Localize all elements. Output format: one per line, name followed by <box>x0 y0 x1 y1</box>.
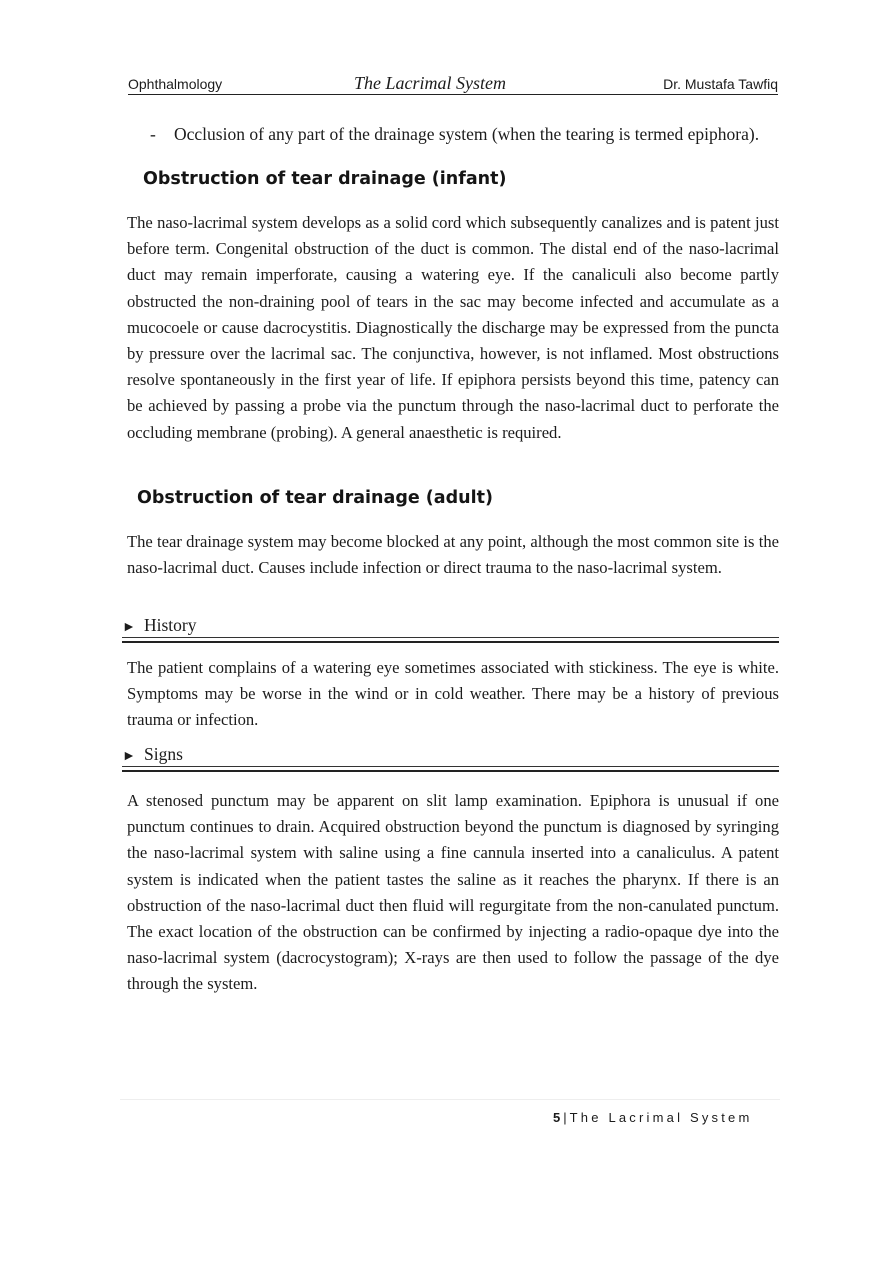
divider <box>122 637 779 638</box>
bullet-text: Occlusion of any part of the drainage system (when the tearing is termed epiphora). <box>174 124 760 144</box>
footer-rule <box>120 1099 780 1100</box>
paragraph-history: The patient complains of a watering eye sometimes associated with stickiness. The eye is white. Symptoms may be worse in the wind or in cold weather. There may be a history of previous trauma or infection. <box>127 658 779 730</box>
footer-separator: | <box>563 1110 567 1125</box>
bullet-item <box>150 124 790 145</box>
page-number: 5 <box>553 1110 561 1125</box>
divider <box>122 641 779 643</box>
subheading-history-label: History <box>144 615 197 635</box>
divider <box>122 766 779 767</box>
paragraph-signs: A stenosed punctum may be apparent on slit lamp examination. Epiphora is unusual if one punctum continues to drain. Acquired obstruction beyond the punctum is diagnosed by syringing the naso-lacrimal system with saline using a fine cannula inserted into a canaliculus. A patent system is indicated when the patient tastes the saline as it reaches the pharynx. If there is an obstruction of the naso-lacrimal duct then fluid will regurgitate from the non-canulated punctum. The exact location of the obstruction can be confirmed by injecting a radio-opaque dye into the naso-lacrimal system (dacrocystogram); X-rays are then used to follow the passage of the dye through the system. <box>127 791 779 994</box>
header-title: The Lacrimal System <box>354 73 506 93</box>
header-subject: Ophthalmology <box>128 76 223 92</box>
footer-title: The Lacrimal System <box>569 1110 753 1125</box>
triangle-right-icon: ► <box>122 620 136 635</box>
subheading-signs-label: Signs <box>144 744 183 764</box>
bullet-marker: - <box>150 124 156 144</box>
paragraph-infant: The naso-lacrimal system develops as a solid cord which subsequently canalizes and is patent just before term. Congenital obstruction of the duct is common. The distal end of the naso-lacrimal duct may remain imperforate, causing a watering eye. If the canaliculi also become partly obstructed the non-draining pool of tears in the sac may become infected and accumulate as a mucocoele or cause dacrocystitis. Diagnostically the discharge may be expressed from the puncta by pressure over the lacrimal sac. The conjunctiva, however, is not inflamed. Most obstructions resolve spontaneously in the first year of life. If epiphora persists beyond this time, patency can be achieved by passing a probe via the punctum through the naso-lacrimal duct to perforate the occluding membrane (probing). A general anaesthetic is required. <box>127 213 779 442</box>
triangle-right-icon: ► <box>122 749 136 764</box>
subheading-signs <box>122 744 779 765</box>
running-header <box>128 73 778 98</box>
paragraph-adult: The tear drainage system may become blocked at any point, although the most common site is the naso-lacrimal duct. Causes include infection or direct trauma to the naso-lacrimal system. <box>127 532 779 578</box>
header-rule <box>128 94 778 95</box>
header-author: Dr. Mustafa Tawfiq <box>663 76 778 92</box>
subheading-history <box>122 615 779 636</box>
page-footer <box>553 1110 753 1125</box>
heading-adult: Obstruction of tear drainage (adult) <box>137 488 493 508</box>
heading-infant: Obstruction of tear drainage (infant) <box>143 169 507 189</box>
divider <box>122 770 779 772</box>
